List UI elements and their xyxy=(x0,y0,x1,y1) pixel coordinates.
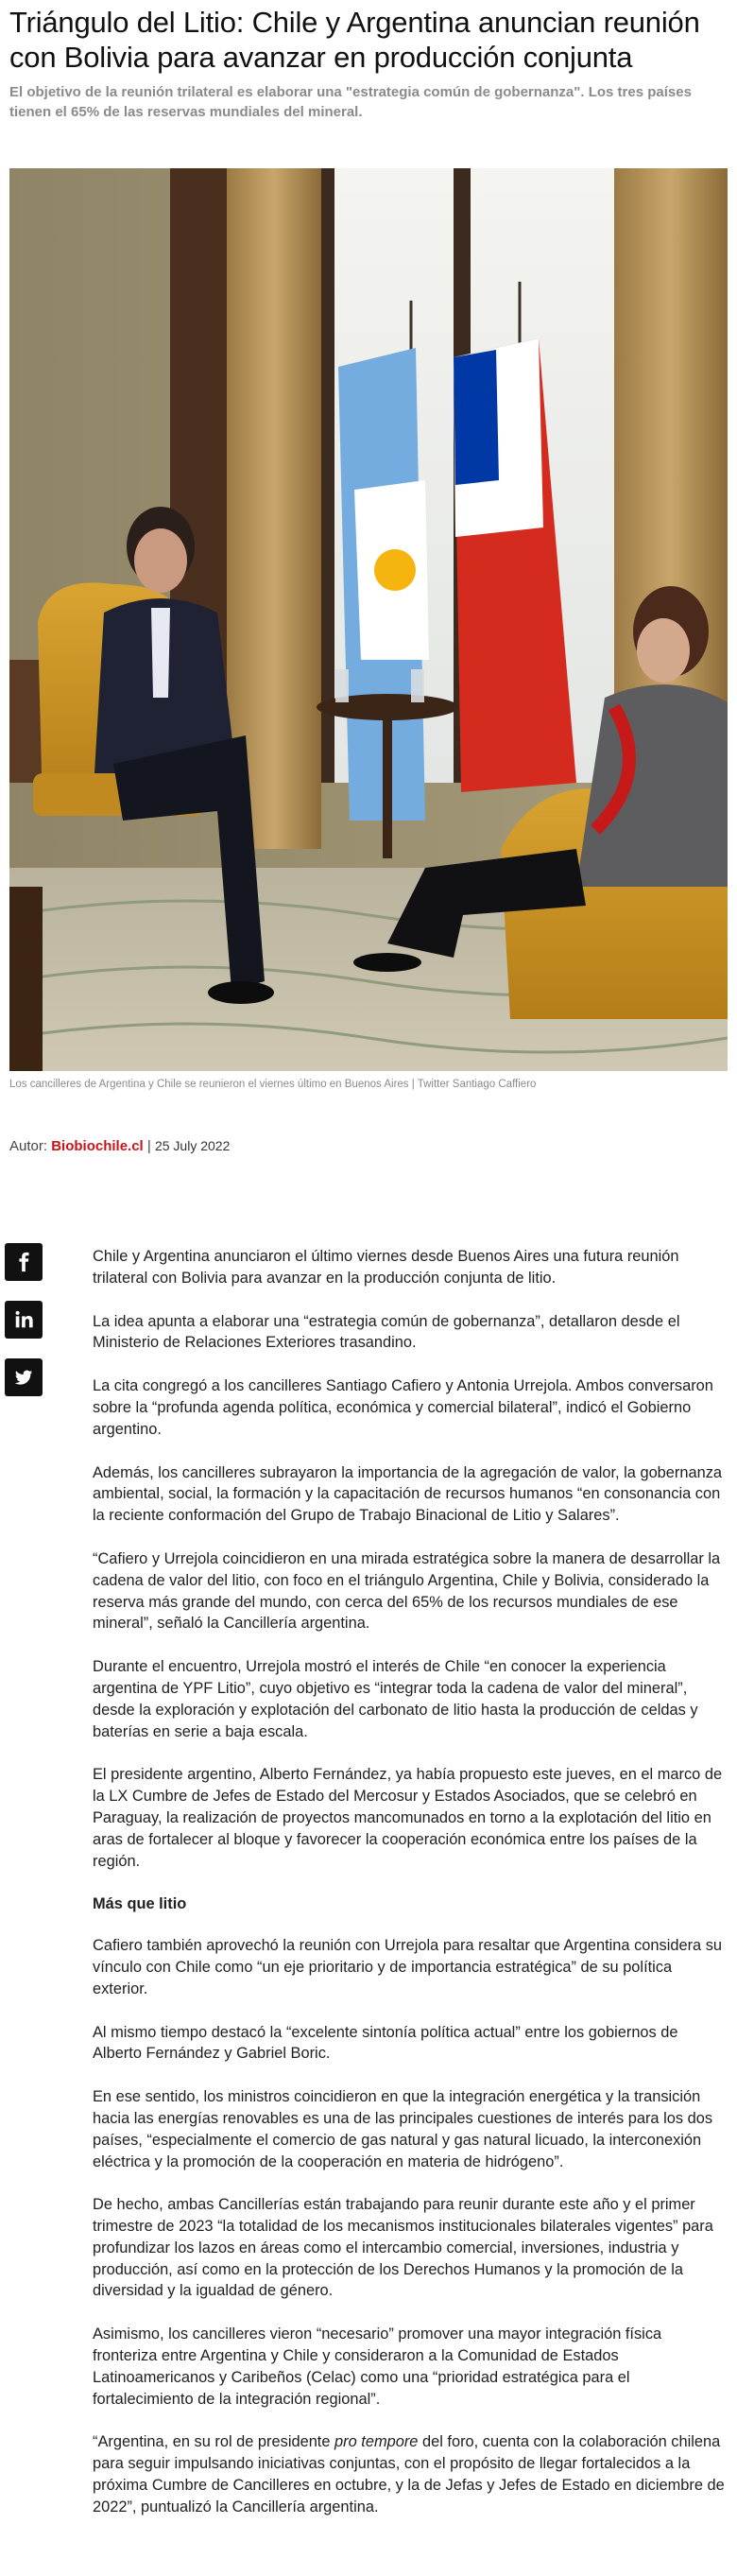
article-header xyxy=(0,0,737,122)
paragraph: Al mismo tiempo destacó la “excelente sintonía política actual” entre los gobiernos de Alberto Fernández y Gabriel Boric. xyxy=(93,2023,678,2063)
share-facebook-button[interactable] xyxy=(5,1243,43,1281)
paragraph: La cita congregó a los cancilleres Santiago Cafiero y Antonia Urrejola. Ambos conversaron sobre la “profunda agenda política, económica y comercial bilateral”, indicó el Gobierno argentino. xyxy=(93,1377,713,1438)
paragraph: El presidente argentino, Alberto Fernández, ya había propuesto este jueves, en el marco de la LX Cumbre de Jefes de Estado del Mercosur y Estados Asociados, que se celebró en Paraguay, la realización de proyectos mancomunados en torno a la explotación del litio en aras de fortalecer al bloque y favorecer la cooperación económica entre los países de la región. xyxy=(93,1766,723,1870)
article-hero-image xyxy=(9,168,728,1071)
section-subheading: Más que litio xyxy=(93,1895,187,1913)
share-linkedin-button[interactable] xyxy=(5,1301,43,1339)
paragraph: Cafiero también aprovechó la reunión con Urrejola para resaltar que Argentina considera su vínculo con Chile como “un eje prioritario y de importancia estratégica” de su política exterior. xyxy=(93,1937,723,1997)
emphasis-text: pro tempore xyxy=(334,2433,419,2451)
paragraph: Además, los cancilleres subrayaron la importancia de la agregación de valor, la gobernanza ambiental, social, la formación y la capacitación de recursos humanos “en consonancia con la reciente conformación del Grupo de Trabajo Binacional de Litio y Salares”. xyxy=(93,1463,723,1525)
article-body xyxy=(93,1246,728,2540)
paragraph: De hecho, ambas Cancillerías están trabajando para reunir durante este año y el primer trimestre de 2023 “la totalidad de los mecanismos institucionales bilaterales vigentes” para profundizar los lazos en áreas como el intercambio comercial, inversiones, industria y producción, así como en la protección de los Derechos Humanos y la promoción de la diversidad y la igualdad de género. xyxy=(93,2196,713,2300)
paragraph xyxy=(93,2431,728,2517)
linkedin-icon xyxy=(13,1309,34,1330)
share-twitter-button[interactable] xyxy=(5,1358,43,1396)
byline xyxy=(9,1138,230,1154)
facebook-icon xyxy=(13,1252,34,1272)
paragraph-text: del foro, cuenta con la colaboración chilena para seguir impulsando iniciativas conjuntas, con el propósito de llegar fortalecidos a la próxima Cumbre de Cancilleres en octubre, y la de Jefas y Jefes de Estado en diciembre de 2022”, puntualizó la Cancillería argentina. xyxy=(93,2433,725,2515)
article-subtitle: El objetivo de la reunión trilateral es elaborar una "estrategia común de gobernanza". Los tres países tienen el 65% de las reservas mundiales del mineral. xyxy=(9,83,692,121)
byline-label: Autor: xyxy=(9,1138,48,1154)
publish-date: 25 July 2022 xyxy=(154,1138,231,1153)
paragraph: Asimismo, los cancilleres vieron “necesario” promover una mayor integración física fronteriza entre Argentina y Chile y consideraron a la Comunidad de Estados Latinoamericanos y Caribeños (Celac) como una “prioridad estratégica para el fortalecimiento de la integración regional”. xyxy=(93,2325,662,2408)
paragraph: La idea apunta a elaborar una “estrategia común de gobernanza”, detallaron desde el Ministerio de Relaciones Exteriores trasandino. xyxy=(93,1312,680,1352)
paragraph: Durante el encuentro, Urrejola mostró el interés de Chile “en conocer la experiencia argentina de YPF Litio”, cuyo objetivo es “integrar toda la cadena de valor del mineral”, desde la exploración y explotación del carbonato de litio hasta la producción de celdas y baterías en serie a baja escala. xyxy=(93,1658,698,1740)
paragraph: Chile y Argentina anunciaron el último viernes desde Buenos Aires una futura reunión trilateral con Bolivia para avanzar en la producción conjunta de litio. xyxy=(93,1248,679,1287)
paragraph-text: “Argentina, en su rol de presidente xyxy=(93,2433,335,2451)
author-link[interactable]: Biobiochile.cl xyxy=(51,1138,144,1154)
byline-separator: | xyxy=(146,1138,151,1154)
paragraph: “Cafiero y Urrejola coincidieron en una mirada estratégica sobre la manera de desarrollar la cadena de valor del litio, con foco en el triángulo Argentina, Chile y Bolivia, considerado la reserva más grande del mundo, con cerca del 65% de los recursos mundiales de ese mineral”, señaló la Cancillería argentina. xyxy=(93,1549,721,1633)
twitter-icon xyxy=(13,1367,34,1388)
paragraph: En ese sentido, los ministros coincidieron en que la integración energética y la transición hacia las energías renovables es una de las principales cuestiones de interés para los dos países, “especialmente el comercio de gas natural y gas natural licuado, la interconexión eléctrica y la promoción de la cooperación en materia de hidrógeno”. xyxy=(93,2088,713,2170)
article-title: Triángulo del Litio: Chile y Argentina anuncian reunión con Bolivia para avanzar en producción conjunta xyxy=(9,6,700,74)
image-caption: Los cancilleres de Argentina y Chile se reunieron el viernes último en Buenos Aires | Twitter Santiago Caffiero xyxy=(9,1079,537,1090)
